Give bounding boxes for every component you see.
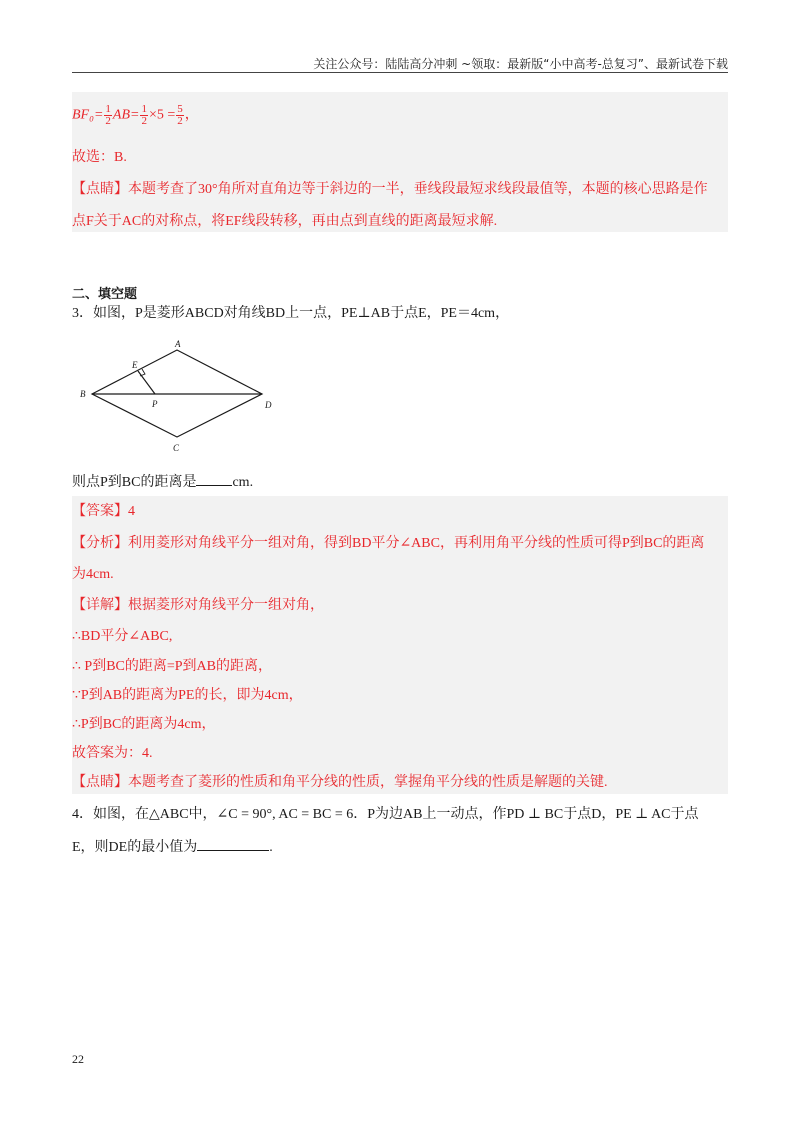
q3-detail-line-6: 故答案为：4. [72,746,153,761]
q3-dianjing-tag: 【点睛】 [72,775,128,790]
label-p: P [152,399,158,409]
fraction-five-half: $\frac{5}{2}$ [177,103,183,127]
page-header-text: 关注公众号：陆陆高分冲刺 ~领取：最新版“小中高考-总复习”、最新试卷下载 [313,57,728,71]
bf-lhs: BF₀= [72,107,104,123]
header-divider [72,72,728,73]
label-a: A [175,339,181,349]
ab-eq: AB= [112,107,140,123]
section-title: 二、填空题 [72,287,138,302]
q4-ask-suffix: . [269,840,273,855]
page-number: 22 [72,1052,84,1066]
answer-value: 4 [128,504,135,519]
detail-text-1: 根据菱形对角线平分一组对角， [128,598,324,613]
q3-dianjing-text: 本题考查了菱形的性质和角平分线的性质，掌握角平分线的性质是解题的关键. [128,775,608,790]
q3-detail-line-2: ∴BD平分∠ABC, [72,629,173,644]
q3-stem: 3．如图，P是菱形ABCD对角线BD上一点，PE⊥AB于点E，PE＝4cm， [72,306,510,321]
q3-detail-line-1 [72,596,728,616]
q3-ask-prefix: 则点P到BC的距离是 [72,475,197,490]
formula-tail: ， [184,107,199,123]
q3-answer-line [72,502,728,522]
dianjing-text-1: 本题考查了30°角所对直角边等于斜边的一半，垂线段最短求线段最值等，本题的核心思路是作 [128,182,708,197]
times-five: ×5 = [148,107,176,123]
analysis-tag: 【分析】 [72,536,128,551]
choice-line: 故选：B. [72,150,127,165]
label-b: B [80,389,86,399]
detail-tag: 【详解】 [72,598,128,613]
bf-formula-line [72,104,728,127]
label-e: E [132,360,138,370]
prev-dianjing-line-2: 点F关于AC的对称点，将EF线段转移，再由点到直线的距离最短求解. [72,214,498,229]
q3-ask-suffix: cm. [232,475,254,490]
q4-ask-prefix: E，则DE的最小值为 [72,840,198,855]
q3-analysis-line-2: 为4cm. [72,567,114,582]
q3-detail-line-3: ∴ P到BC的距离=P到AB的距离， [72,659,272,674]
q3-answer-blank [196,471,232,486]
q4-line-1: 4．如图，在△ABC中，∠C = 90°, AC = BC = 6．P为边AB上一动点，作PD ⊥ BC于点D，PE ⊥ AC于点 [72,807,699,822]
q3-detail-line-5: ∴P到BC的距离为4cm， [72,717,216,732]
analysis-text-1: 利用菱形对角线平分一组对角，得到BD平分∠ABC，再利用角平分线的性质可得P到BC的距离 [128,536,705,551]
fraction-one-half: $\frac{1}{2}$ [105,103,111,127]
segment-pe [138,371,155,394]
q3-detail-line-4: ∵P到AB的距离为PE的长，即为4cm， [72,688,303,703]
q4-answer-blank [197,836,269,851]
label-d: D [265,400,272,410]
answer-tag: 【答案】 [72,504,128,519]
q3-analysis-line-1 [72,534,728,554]
prev-dianjing-line-1 [72,180,728,200]
rhombus-figure [72,338,292,458]
label-c: C [173,443,180,453]
q4-line-2 [72,836,728,858]
fraction-one-half-2: $\frac{1}{2}$ [141,103,147,127]
dianjing-tag: 【点睛】 [72,182,128,197]
q3-ask-line [72,471,728,493]
q3-dianjing-line [72,773,728,793]
